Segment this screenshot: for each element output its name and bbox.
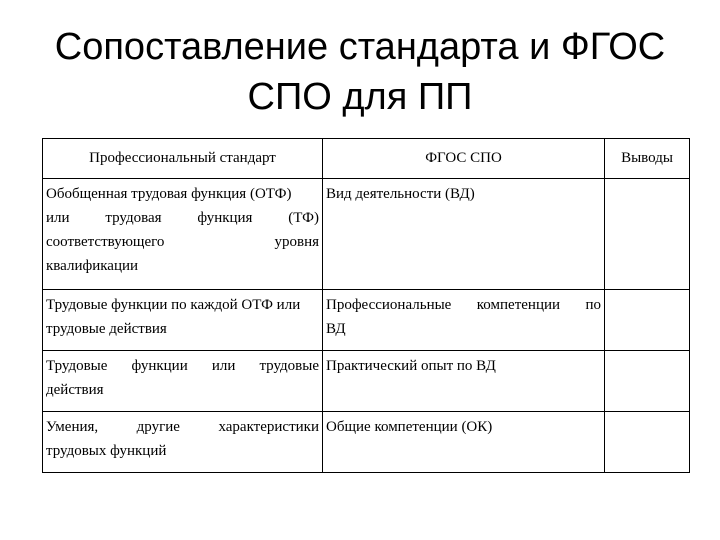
row4-standard-cell bbox=[43, 412, 323, 473]
row1-fgos-text: Вид деятельности (ВД) bbox=[326, 186, 475, 202]
row1-fgos-cell bbox=[323, 179, 605, 290]
row1-word: (ТФ) bbox=[288, 210, 319, 226]
row4-word: характеристики bbox=[218, 419, 319, 435]
row1-line1 bbox=[46, 182, 319, 206]
row3-conclusion-cell bbox=[605, 351, 690, 412]
row3-fgos-cell bbox=[323, 351, 605, 412]
row3-standard-cell bbox=[43, 351, 323, 412]
row3-line2 bbox=[46, 378, 319, 402]
comparison-table bbox=[42, 138, 690, 473]
row3-word: трудовые bbox=[259, 358, 319, 374]
row1-word: квалификации bbox=[46, 258, 139, 274]
row1-word: уровня bbox=[274, 234, 319, 250]
row4-word: трудовых функций bbox=[46, 443, 167, 459]
row2-fgos-word: ВД bbox=[326, 321, 346, 337]
row1-word: функция bbox=[197, 210, 253, 226]
row1-line4 bbox=[46, 254, 319, 278]
table-row bbox=[43, 351, 690, 412]
row2-text: Трудовые функции по каждой ОТФ или bbox=[46, 297, 301, 313]
row3-word: функции bbox=[131, 358, 188, 374]
row2-line2 bbox=[46, 317, 319, 341]
row2-fgos-line2 bbox=[326, 317, 601, 341]
header-fgos-spo: ФГОС СПО bbox=[323, 139, 605, 179]
row3-word: действия bbox=[46, 382, 104, 398]
row2-fgos-word: по bbox=[585, 297, 601, 313]
slide-title-line-1: Сопоставление стандарта и ФГОС bbox=[54, 26, 666, 68]
row2-text: трудовые действия bbox=[46, 321, 167, 337]
header-professional-standard: Профессиональный стандарт bbox=[43, 139, 323, 179]
row4-line2 bbox=[46, 439, 319, 463]
row3-line1 bbox=[46, 354, 319, 378]
row1-word: соответствующего bbox=[46, 234, 165, 250]
slide-title bbox=[0, 22, 720, 122]
slide-title-line-2: СПО для ПП bbox=[247, 76, 473, 118]
row2-fgos-word: Профессиональные bbox=[326, 297, 452, 313]
row2-fgos-word: компетенции bbox=[476, 297, 561, 313]
row3-word: Трудовые bbox=[46, 358, 108, 374]
row1-line3 bbox=[46, 230, 319, 254]
row2-standard-cell bbox=[43, 290, 323, 351]
table-row bbox=[43, 412, 690, 473]
row4-conclusion-cell bbox=[605, 412, 690, 473]
row3-word: или bbox=[211, 358, 236, 374]
row2-conclusion-cell bbox=[605, 290, 690, 351]
table-row bbox=[43, 179, 690, 290]
row1-standard-cell bbox=[43, 179, 323, 290]
row3-fgos-text: Практический опыт по ВД bbox=[326, 358, 496, 374]
row4-fgos-text: Общие компетенции (ОК) bbox=[326, 419, 493, 435]
row1-line2 bbox=[46, 206, 319, 230]
row1-word: трудовая bbox=[105, 210, 162, 226]
row4-line1 bbox=[46, 415, 319, 439]
row2-fgos-line1 bbox=[326, 293, 601, 317]
row1-conclusion-cell bbox=[605, 179, 690, 290]
table-row bbox=[43, 290, 690, 351]
row4-word: другие bbox=[136, 419, 180, 435]
row4-word: Умения, bbox=[46, 419, 99, 435]
row1-word: или bbox=[46, 210, 70, 226]
row1-text: Обобщенная трудовая функция (ОТФ) bbox=[46, 186, 292, 202]
row4-fgos-cell bbox=[323, 412, 605, 473]
header-conclusions: Выводы bbox=[605, 139, 690, 179]
row2-line1 bbox=[46, 293, 319, 317]
table-header-row bbox=[43, 139, 690, 179]
row2-fgos-cell bbox=[323, 290, 605, 351]
